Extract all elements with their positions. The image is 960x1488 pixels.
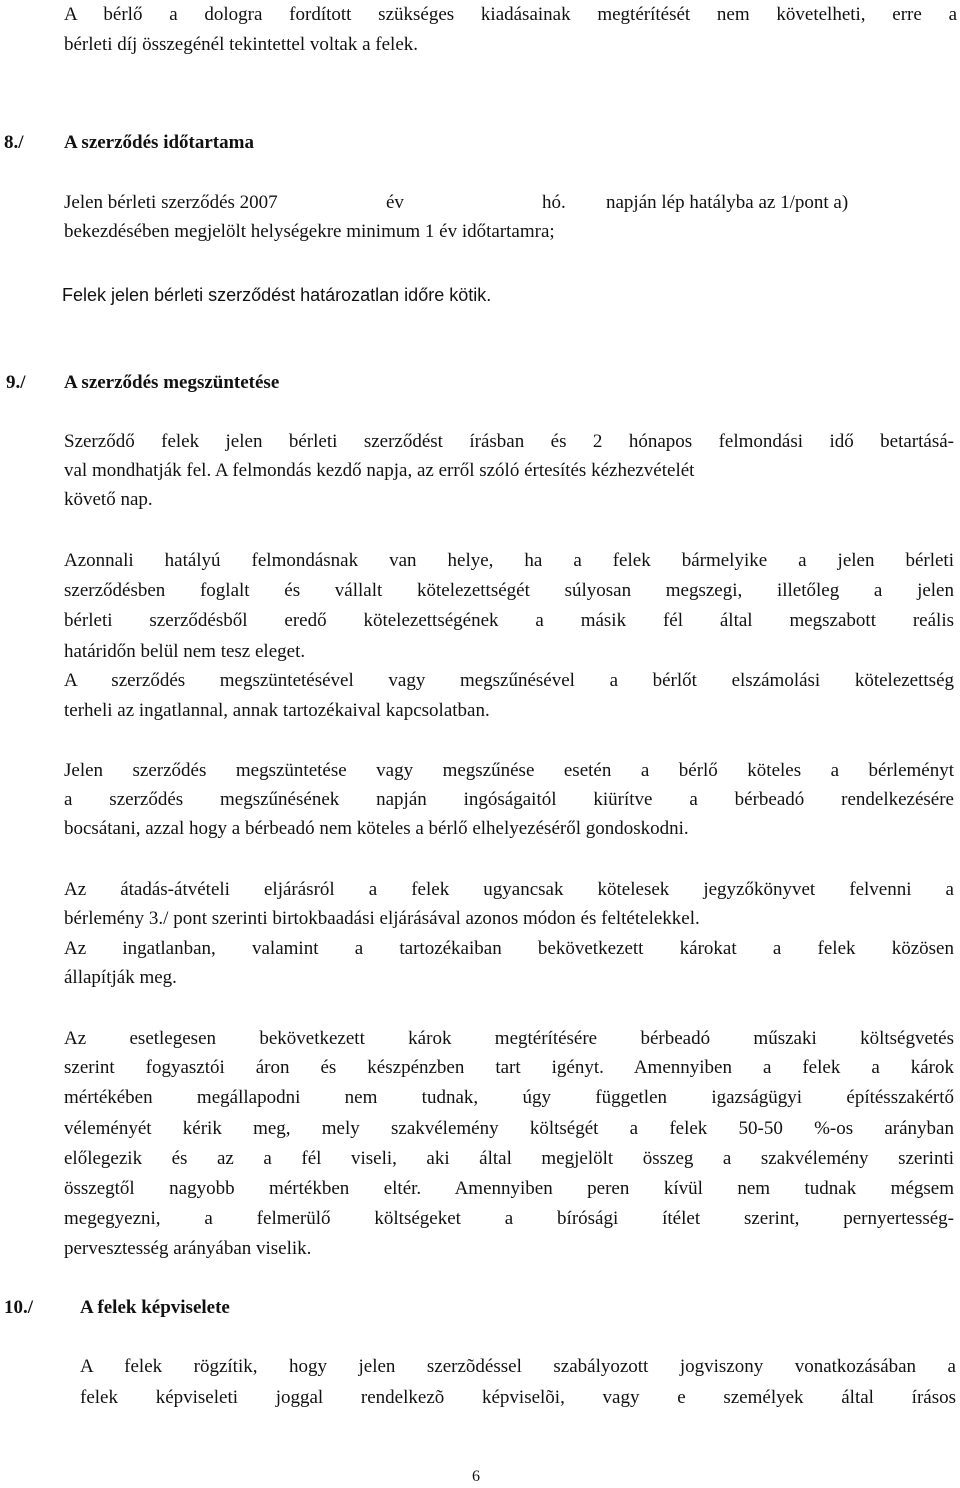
section-number-8: 8./ [4, 132, 24, 153]
section-number-9: 9./ [6, 372, 26, 393]
s9-p2-line-3: bérleti szerződésből eredő kötelezettségének a másik fél által megszabott reális [64, 610, 954, 631]
s10-p1-line-1: A felek rögzítik, hogy jelen szerzõdéssel szabályozott jogviszony vonatkozásában a [80, 1356, 956, 1377]
s9-p5-line-8: pervesztesség arányában viselik. [64, 1238, 312, 1259]
section-number-10: 10./ [4, 1297, 34, 1318]
s9-p5-line-2: szerint fogyasztói áron és készpénzben tart igényt. Amennyiben a felek a károk [64, 1057, 954, 1078]
s9-p2-line-2: szerződésben foglalt és vállalt kötelezettségét súlyosan megszegi, illetőleg a jelen [64, 580, 954, 601]
s9-p2-line-6: terheli az ingatlannal, annak tartozékaival kapcsolatban. [64, 700, 490, 721]
section-title-8: A szerződés időtartama [64, 132, 254, 153]
s8-text-c: hó. [542, 192, 566, 213]
s9-p5-line-5: előlegezik és az a fél viseli, aki által megjelölt összeg a szakvélemény szerinti [64, 1148, 954, 1169]
s9-p3-line-3: bocsátani, azzal hogy a bérbeadó nem köteles a bérlő elhelyezéséről gondoskodni. [64, 818, 689, 839]
s9-p3-line-2: a szerződés megszűnésének napján ingóságaitól kiürítve a bérbeadó rendelkezésére [64, 789, 954, 810]
s9-p4-line-2: bérlemény 3./ pont szerinti birtokbaadási eljárásával azonos módon és feltételekkel. [64, 908, 700, 929]
s9-p1-line-2: val mondhatják fel. A felmondás kezdő napja, az erről szóló értesítés kézhezvételét [64, 460, 695, 481]
s8-text-b: év [386, 192, 404, 213]
s9-p5-line-3: mértékében megállapodni nem tudnak, úgy független igazságügyi építésszakértő [64, 1087, 954, 1108]
s9-p2-line-1: Azonnali hatályú felmondásnak van helye, ha a felek bármelyike a jelen bérleti [64, 550, 954, 571]
s8-paragraph-2: Felek jelen bérleti szerződést határozatlan időre kötik. [62, 285, 492, 305]
intro-line-1: A bérlő a dologra fordított szükséges kiadásainak megtérítését nem követelheti, erre a [64, 4, 957, 25]
s9-p1-line-1: Szerződő felek jelen bérleti szerződést írásban és 2 hónapos felmondási idő betartásá- [64, 431, 954, 452]
intro-line-2: bérleti díj összegénél tekintettel voltak a felek. [64, 34, 419, 55]
s9-p5-line-4: véleményét kérik meg, mely szakvélemény költségét a felek 50-50 %-os arányban [64, 1118, 954, 1139]
s9-p1-line-3: követő nap. [64, 489, 153, 510]
s9-p3-line-1: Jelen szerződés megszüntetése vagy megszűnése esetén a bérlő köteles a bérleményt [64, 760, 954, 781]
s9-p5-line-7: megegyezni, a felmerülő költségeket a bírósági ítélet szerint, pernyertesség- [64, 1208, 954, 1229]
s9-p4-line-3: Az ingatlanban, valamint a tartozékaiban bekövetkezett károkat a felek közösen [64, 938, 954, 959]
section-title-10: A felek képviselete [80, 1297, 230, 1318]
s8-text-a: Jelen bérleti szerződés 2007 [64, 192, 278, 213]
s9-p2-line-5: A szerződés megszüntetésével vagy megszűnésével a bérlőt elszámolási kötelezettség [64, 670, 954, 691]
s9-p5-line-1: Az esetlegesen bekövetkezett károk megtérítésére bérbeadó műszaki költségvetés [64, 1028, 954, 1049]
s9-p2-line-4: határidőn belül nem tesz eleget. [64, 641, 306, 662]
s8-line-2: bekezdésében megjelölt helységekre minimum 1 év időtartamra; [64, 221, 555, 242]
section-title-9: A szerződés megszüntetése [64, 372, 280, 393]
s9-p4-line-1: Az átadás-átvételi eljárásról a felek ugyancsak kötelesek jegyzőkönyvet felvenni a [64, 879, 954, 900]
s8-text-d: napján lép hatályba az 1/pont a) [606, 192, 849, 213]
s10-p1-line-2: felek képviseleti joggal rendelkezõ képviselõi, vagy e személyek által írásos [80, 1387, 956, 1408]
page-number: 6 [472, 1468, 480, 1485]
s9-p5-line-6: összegtől nagyobb mértékben eltér. Amennyiben peren kívül nem tudnak mégsem [64, 1178, 954, 1199]
s9-p4-line-4: állapítják meg. [64, 967, 177, 988]
